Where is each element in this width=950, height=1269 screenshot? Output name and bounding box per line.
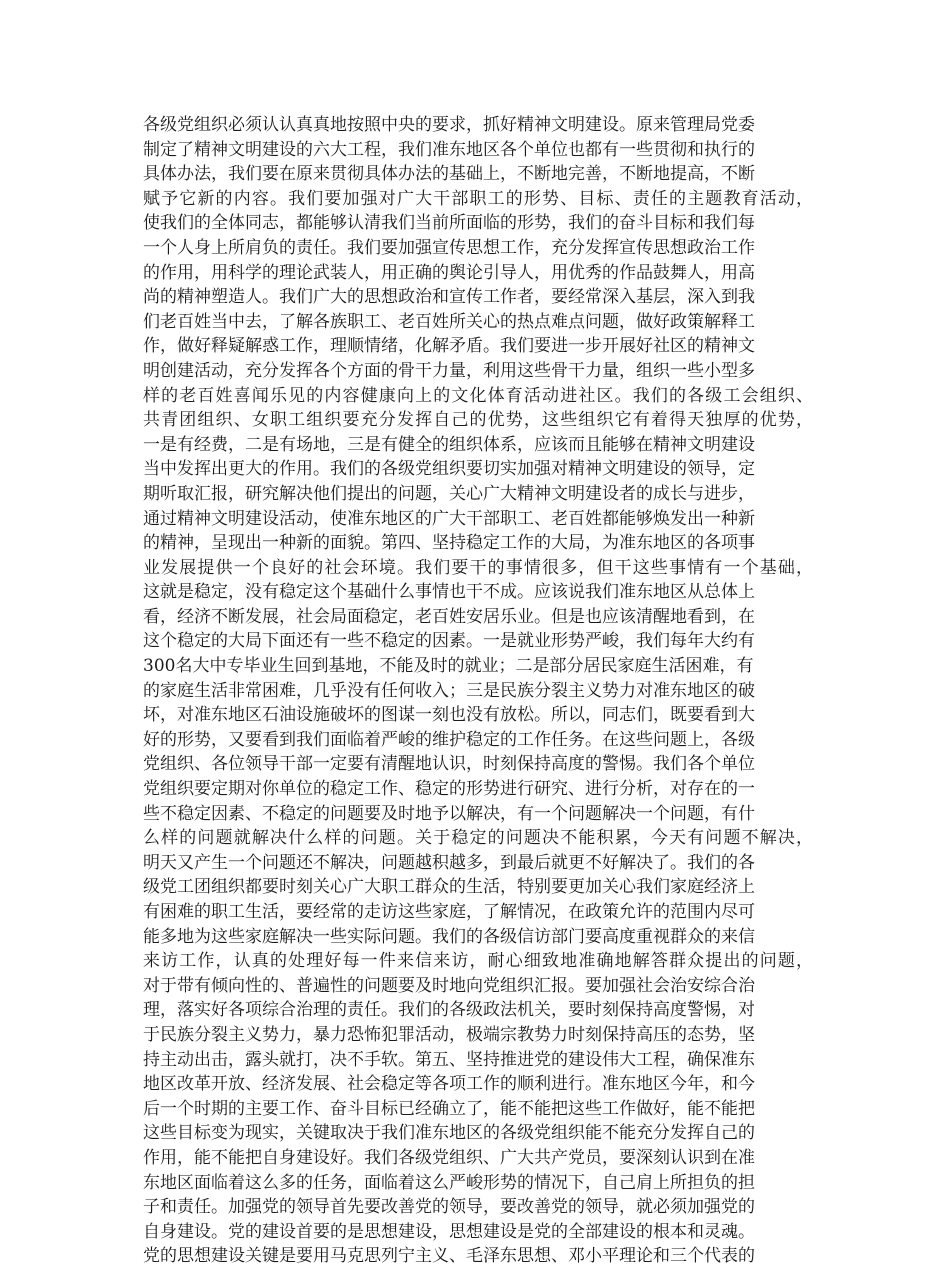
text-line: 这就是稳定，没有稳定这个基础什么事情也干不成。应该说我们准东地区从总体上 [143, 582, 755, 603]
text-line: 的精神，呈现出一种新的面貌。第四、坚持稳定工作的大局，为准东地区的各项事 [143, 533, 755, 554]
text-line: 有困难的职工生活，要经常的走访这些家庭，了解情况，在政策允许的范围内尽可 [143, 902, 755, 922]
text-line: 子和责任。加强党的领导首先要改善党的领导，要改善党的领导，就必须加强党的 [143, 1197, 755, 1218]
text-line: 赋予它新的内容。我们要加强对广大干部职工的形势、目标、责任的主题教育活动， [143, 188, 815, 209]
text-line: 一是有经费，二是有场地，三是有健全的组织体系，应该而且能够在精神文明建设 [143, 434, 755, 455]
text-line: 坏，对准东地区石油设施破坏的图谋一刻也没有放松。所以，同志们，既要看到大 [143, 705, 755, 726]
text-line: 地区改革开放、经济发展、社会稳定等各项工作的顺利进行。准东地区今年，和今 [143, 1074, 755, 1095]
text-line: 些不稳定因素、不稳定的问题要及时地予以解决，有一个问题解决一个问题，有什 [143, 803, 755, 824]
text-line: 期听取汇报，研究解决他们提出的问题，关心广大精神文明建设者的成长与进步， [143, 483, 755, 504]
text-line: 作，做好释疑解惑工作，理顺情绪，化解矛盾。我们要进一步开展好社区的精神文 [143, 336, 755, 357]
text-line: 理，落实好各项综合治理的责任。我们的各级政法机关，要时刻保持高度警惕，对 [143, 1000, 755, 1021]
text-line: 于民族分裂主义势力，暴力恐怖犯罪活动，极端宗教势力时刻保持高压的态势，坚 [143, 1024, 755, 1045]
text-line: 看，经济不断发展，社会局面稳定，老百姓安居乐业。但是也应该清醒地看到，在 [143, 606, 755, 627]
text-line: 明天又产生一个问题还不解决，问题越积越多，到最后就更不好解决了。我们的各 [143, 852, 755, 873]
text-line: 样的老百姓喜闻乐见的内容健康向上的文化体育活动进社区。我们的各级工会组织、 [143, 385, 815, 406]
text-line: 级党工团组织都要时刻关心广大职工群众的生活，特别要更加关心我们家庭经济上 [143, 877, 755, 898]
text-line: 300名大中专毕业生回到基地，不能及时的就业；二是部分居民家庭生活困难，有 [143, 656, 754, 677]
text-line: 东地区面临着这么多的任务，面临着这么严峻形势的情况下，自己肩上所担负的担 [143, 1172, 755, 1193]
text-line: 后一个时期的主要工作、奋斗目标已经确立了，能不能把这些工作做好，能不能把 [143, 1098, 755, 1119]
text-line: 明创建活动，充分发挥各个方面的骨干力量，利用这些骨干力量，组织一些小型多 [143, 360, 755, 381]
text-line: 来访工作，认真的处理好每一件来信来访，耐心细致地准确地解答群众提出的问题， [143, 951, 815, 972]
text-line: 作用，能不能把自身建设好。我们各级党组织、广大共产党员，要深刻认识到在准 [143, 1147, 755, 1168]
text-line: 么样的问题就解决什么样的问题。关于稳定的问题决不能积累，今天有问题不解决， [143, 828, 815, 849]
text-line: 一个人身上所肩负的责任。我们要加强宣传思想工作，充分发挥宣传思想政治工作 [143, 237, 755, 258]
text-line: 自身建设。党的建设首要的是思想建设，思想建设是党的全部建设的根本和灵魂。 [143, 1221, 755, 1242]
text-line: 使我们的全体同志，都能够认清我们当前所面临的形势，我们的奋斗目标和我们每 [143, 213, 755, 234]
text-line: 这个稳定的大局下面还有一些不稳定的因素。一是就业形势严峻，我们每年大约有 [143, 631, 755, 652]
text-line: 尚的精神塑造人。我们广大的思想政治和宣传工作者，要经常深入基层，深入到我 [143, 287, 755, 308]
text-line: 能多地为这些家庭解决一些实际问题。我们的各级信访部门要高度重视群众的来信 [143, 926, 755, 947]
text-line: 好的形势，又要看到我们面临着严峻的维护稳定的工作任务。在这些问题上，各级 [143, 729, 755, 750]
text-line: 的作用，用科学的理论武装人，用正确的舆论引导人，用优秀的作品鼓舞人，用高 [143, 262, 755, 283]
text-line: 具体办法，我们要在原来贯彻具体办法的基础上，不断地完善，不断地提高，不断 [143, 164, 755, 185]
text-line: 的家庭生活非常困难，几乎没有任何收入；三是民族分裂主义势力对准东地区的破 [143, 680, 755, 701]
body-text [143, 113, 813, 1269]
text-line: 党的思想建设关键是要用马克思列宁主义、毛泽东思想、邓小平理论和三个代表的 [143, 1246, 755, 1267]
text-line: 业发展提供一个良好的社会环境。我们要干的事情很多，但干这些事情有一个基础， [143, 557, 815, 578]
text-line: 持主动出击，露头就打，决不手软。第五、坚持推进党的建设伟大工程，确保准东 [143, 1049, 755, 1070]
text-line: 们老百姓当中去，了解各族职工、老百姓所关心的热点难点问题，做好政策解释工 [143, 311, 755, 332]
text-line: 制定了精神文明建设的六大工程，我们准东地区各个单位也都有一些贯彻和执行的 [143, 139, 755, 160]
text-line: 这些目标变为现实，关键取决于我们准东地区的各级党组织能不能充分发挥自己的 [143, 1123, 755, 1144]
text-line: 共青团组织、女职工组织要充分发挥自己的优势，这些组织它有着得天独厚的优势， [143, 410, 815, 431]
text-line: 党组织要定期对你单位的稳定工作、稳定的形势进行研究、进行分析，对存在的一 [143, 779, 755, 800]
text-line: 党组织、各位领导干部一定要有清醒地认识，时刻保持高度的警惕。我们各个单位 [143, 754, 755, 775]
text-line: 对于带有倾向性的、普遍性的问题要及时地向党组织汇报。要加强社会治安综合治 [143, 975, 755, 996]
text-line: 通过精神文明建设活动，使准东地区的广大干部职工、老百姓都能够焕发出一种新 [143, 508, 755, 529]
text-line: 各级党组织必须认认真真地按照中央的要求，抓好精神文明建设。原来管理局党委 [143, 115, 755, 135]
text-line: 当中发挥出更大的作用。我们的各级党组织要切实加强对精神文明建设的领导，定 [143, 459, 755, 480]
